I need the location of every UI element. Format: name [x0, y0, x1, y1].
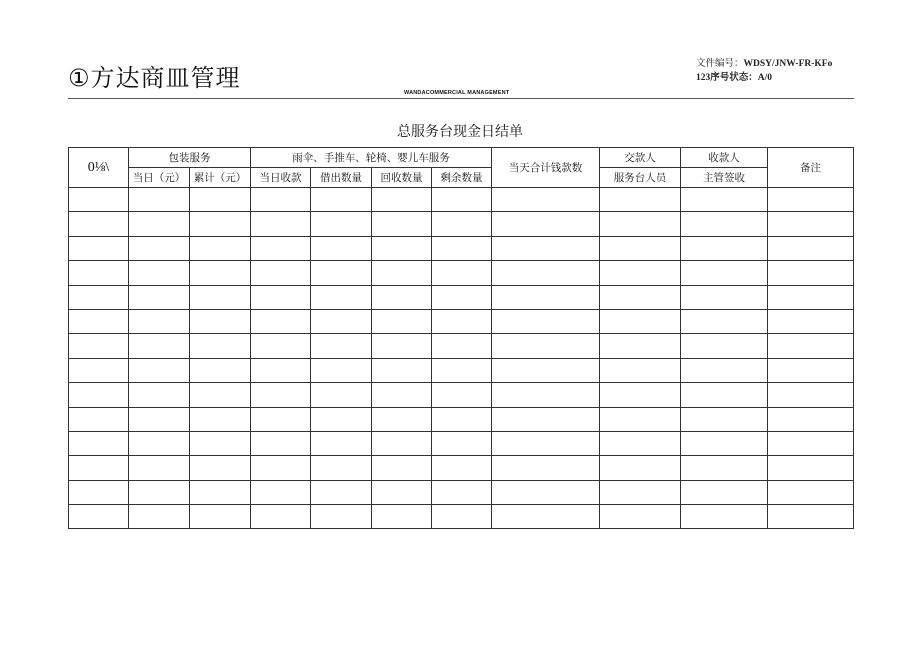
company-english-name: WANDACOMMERCIAL MANAGEMENT	[404, 90, 510, 96]
entry-cell[interactable]	[190, 309, 251, 333]
cash-settlement-table	[68, 147, 854, 529]
company-logo: ①方达商皿管理	[68, 64, 241, 92]
entry-cell[interactable]	[681, 188, 768, 212]
col-pack-total: 累计（元）	[190, 168, 251, 188]
table-row	[69, 309, 854, 333]
entry-cell[interactable]	[432, 358, 492, 382]
entry-cell[interactable]	[251, 505, 311, 529]
entry-cell[interactable]	[190, 285, 251, 309]
entry-cell[interactable]	[600, 261, 681, 285]
entry-cell[interactable]	[251, 358, 311, 382]
entry-cell[interactable]	[432, 407, 492, 431]
entry-cell[interactable]	[492, 236, 600, 260]
entry-cell[interactable]	[768, 285, 854, 309]
entry-cell[interactable]	[600, 480, 681, 504]
entry-cell[interactable]	[492, 407, 600, 431]
entry-cell[interactable]	[681, 480, 768, 504]
entry-cell[interactable]	[69, 236, 129, 260]
entry-cell[interactable]	[69, 383, 129, 407]
entry-cell[interactable]	[372, 309, 432, 333]
entry-cell[interactable]	[600, 309, 681, 333]
entry-cell[interactable]	[372, 505, 432, 529]
entry-cell[interactable]	[129, 383, 190, 407]
table-row	[69, 456, 854, 480]
entry-cell[interactable]	[311, 505, 372, 529]
entry-cell[interactable]	[251, 383, 311, 407]
entry-cell[interactable]	[129, 456, 190, 480]
entry-cell[interactable]	[432, 505, 492, 529]
col-pack-service: 包装服务	[129, 148, 251, 168]
entry-cell[interactable]	[372, 480, 432, 504]
entry-cell[interactable]	[768, 188, 854, 212]
entry-cell[interactable]	[251, 334, 311, 358]
revision-value: A/0	[757, 73, 773, 83]
entry-cell[interactable]	[492, 358, 600, 382]
entry-cell[interactable]	[190, 334, 251, 358]
entry-cell[interactable]	[372, 285, 432, 309]
entry-cell[interactable]	[190, 383, 251, 407]
revision-label: 123序号状态：	[696, 73, 758, 83]
entry-cell[interactable]	[432, 261, 492, 285]
entry-cell[interactable]	[432, 212, 492, 236]
entry-cell[interactable]	[190, 188, 251, 212]
entry-cell[interactable]	[69, 431, 129, 455]
entry-cell[interactable]	[600, 285, 681, 309]
mark-text: 0⅛\	[87, 159, 110, 175]
entry-cell[interactable]	[600, 505, 681, 529]
col-receiver: 收款人	[681, 148, 768, 168]
entry-cell[interactable]	[432, 309, 492, 333]
entry-cell[interactable]	[768, 480, 854, 504]
entry-cell[interactable]	[129, 236, 190, 260]
entry-cell[interactable]	[251, 212, 311, 236]
header-row-top	[69, 148, 854, 168]
entry-cell[interactable]	[190, 236, 251, 260]
col-remarks: 备注	[768, 148, 854, 188]
entry-cell[interactable]	[432, 383, 492, 407]
file-number	[696, 57, 832, 71]
entry-cell[interactable]	[768, 407, 854, 431]
entry-cell[interactable]	[372, 188, 432, 212]
entry-cell[interactable]	[681, 505, 768, 529]
header-row-bottom	[69, 168, 854, 188]
header-divider	[68, 98, 854, 99]
entry-cell[interactable]	[681, 334, 768, 358]
entry-cell[interactable]	[129, 480, 190, 504]
entry-cell[interactable]	[129, 358, 190, 382]
entry-cell[interactable]	[372, 407, 432, 431]
entry-cell[interactable]	[311, 236, 372, 260]
entry-cell[interactable]	[492, 285, 600, 309]
entry-cell[interactable]	[190, 261, 251, 285]
entry-cell[interactable]	[681, 383, 768, 407]
entry-cell[interactable]	[69, 261, 129, 285]
document-meta	[696, 57, 832, 85]
entry-cell[interactable]	[372, 334, 432, 358]
table-row	[69, 236, 854, 260]
entry-cell[interactable]	[372, 261, 432, 285]
entry-cell[interactable]	[311, 334, 372, 358]
entry-cell[interactable]	[69, 480, 129, 504]
entry-cell[interactable]	[190, 505, 251, 529]
entry-cell[interactable]	[768, 309, 854, 333]
entry-cell[interactable]	[492, 431, 600, 455]
entry-cell[interactable]	[311, 285, 372, 309]
entry-cell[interactable]	[432, 431, 492, 455]
entry-cell[interactable]	[190, 212, 251, 236]
entry-cell[interactable]	[768, 358, 854, 382]
entry-cell[interactable]	[311, 212, 372, 236]
col-rental-service: 雨伞、手推车、轮椅、婴儿车服务	[251, 148, 492, 168]
entry-cell[interactable]	[69, 407, 129, 431]
entry-cell[interactable]	[251, 309, 311, 333]
entry-cell[interactable]	[69, 188, 129, 212]
entry-cell[interactable]	[681, 358, 768, 382]
entry-cell[interactable]	[372, 236, 432, 260]
col-receiver-sub: 主管签收	[681, 168, 768, 188]
col-day-total: 当天合计钱款数	[492, 148, 600, 188]
entry-cell[interactable]	[129, 334, 190, 358]
entry-cell[interactable]	[129, 431, 190, 455]
entry-cell[interactable]	[372, 212, 432, 236]
entry-cell[interactable]	[311, 309, 372, 333]
entry-cell[interactable]	[600, 188, 681, 212]
entry-cell[interactable]	[492, 480, 600, 504]
table-row	[69, 480, 854, 504]
col-payer: 交款人	[600, 148, 681, 168]
table-row	[69, 285, 854, 309]
col-rental-remaining: 剩余数量	[432, 168, 492, 188]
entry-cell[interactable]	[190, 431, 251, 455]
entry-cell[interactable]	[69, 309, 129, 333]
entry-cell[interactable]	[768, 334, 854, 358]
entry-cell[interactable]	[372, 431, 432, 455]
entry-cell[interactable]	[681, 407, 768, 431]
table-row	[69, 383, 854, 407]
entry-cell[interactable]	[492, 188, 600, 212]
entry-cell[interactable]	[681, 456, 768, 480]
entry-cell[interactable]	[768, 505, 854, 529]
entry-cell[interactable]	[129, 309, 190, 333]
entry-cell[interactable]	[768, 431, 854, 455]
entry-cell[interactable]	[681, 212, 768, 236]
entry-cell[interactable]	[129, 505, 190, 529]
entry-cell[interactable]	[600, 431, 681, 455]
entry-cell[interactable]	[600, 383, 681, 407]
entry-cell[interactable]	[681, 285, 768, 309]
entry-cell[interactable]	[768, 212, 854, 236]
entry-cell[interactable]	[69, 456, 129, 480]
col-rental-today: 当日收款	[251, 168, 311, 188]
entry-cell[interactable]	[681, 236, 768, 260]
entry-cell[interactable]	[600, 236, 681, 260]
entry-cell[interactable]	[251, 261, 311, 285]
mark-cell	[69, 148, 129, 188]
entry-cell[interactable]	[492, 505, 600, 529]
form-title: 总服务台现金日结单	[397, 124, 523, 140]
entry-cell[interactable]	[600, 358, 681, 382]
entry-cell[interactable]	[492, 261, 600, 285]
entry-cell[interactable]	[768, 383, 854, 407]
entry-cell[interactable]	[69, 505, 129, 529]
entry-cell[interactable]	[600, 334, 681, 358]
entry-cell[interactable]	[69, 285, 129, 309]
table-row	[69, 407, 854, 431]
entry-cell[interactable]	[372, 383, 432, 407]
entry-cell[interactable]	[251, 236, 311, 260]
entry-cell[interactable]	[129, 212, 190, 236]
entry-cell[interactable]	[768, 261, 854, 285]
col-rental-borrowed: 借出数量	[311, 168, 372, 188]
col-pack-today: 当日（元）	[129, 168, 190, 188]
file-number-value: WDSY/JNW-FR-KFo	[743, 59, 833, 69]
entry-cell[interactable]	[311, 358, 372, 382]
entry-cell[interactable]	[681, 309, 768, 333]
entry-cell[interactable]	[311, 480, 372, 504]
table-row	[69, 358, 854, 382]
table-row	[69, 188, 854, 212]
entry-cell[interactable]	[432, 236, 492, 260]
entry-cell[interactable]	[372, 456, 432, 480]
entry-cell[interactable]	[129, 188, 190, 212]
entry-cell[interactable]	[251, 431, 311, 455]
entry-cell[interactable]	[69, 358, 129, 382]
col-rental-returned: 回收数量	[372, 168, 432, 188]
entry-cell[interactable]	[492, 334, 600, 358]
entry-cell[interactable]	[129, 407, 190, 431]
entry-cell[interactable]	[600, 456, 681, 480]
entry-cell[interactable]	[311, 261, 372, 285]
entry-cell[interactable]	[768, 236, 854, 260]
entry-cell[interactable]	[251, 456, 311, 480]
entry-cell[interactable]	[600, 212, 681, 236]
entry-cell[interactable]	[190, 456, 251, 480]
col-payer-sub: 服务台人员	[600, 168, 681, 188]
entry-cell[interactable]	[251, 285, 311, 309]
entry-cell[interactable]	[492, 383, 600, 407]
entry-cell[interactable]	[190, 358, 251, 382]
entry-cell[interactable]	[432, 188, 492, 212]
entry-cell[interactable]	[311, 431, 372, 455]
entry-cell[interactable]	[432, 285, 492, 309]
entry-cell[interactable]	[492, 212, 600, 236]
table-row	[69, 505, 854, 529]
entry-cell[interactable]	[311, 188, 372, 212]
entry-cell[interactable]	[492, 309, 600, 333]
entry-cell[interactable]	[69, 334, 129, 358]
entry-cell[interactable]	[372, 358, 432, 382]
entry-cell[interactable]	[600, 407, 681, 431]
file-number-label: 文件编号：	[696, 59, 744, 69]
entry-cell[interactable]	[492, 456, 600, 480]
entry-cell[interactable]	[129, 285, 190, 309]
table-row	[69, 334, 854, 358]
table-row	[69, 212, 854, 236]
entry-cell[interactable]	[251, 480, 311, 504]
entry-cell[interactable]	[311, 383, 372, 407]
entry-cell[interactable]	[311, 407, 372, 431]
table-row	[69, 261, 854, 285]
entry-cell[interactable]	[129, 261, 190, 285]
entry-cell[interactable]	[432, 480, 492, 504]
entry-cell[interactable]	[251, 188, 311, 212]
revision-status	[696, 71, 832, 85]
entry-cell[interactable]	[768, 456, 854, 480]
entry-cell[interactable]	[432, 334, 492, 358]
entry-cell[interactable]	[681, 431, 768, 455]
entry-cell[interactable]	[681, 261, 768, 285]
entry-cell[interactable]	[251, 407, 311, 431]
entry-cell[interactable]	[311, 456, 372, 480]
entry-cell[interactable]	[432, 456, 492, 480]
entry-cell[interactable]	[190, 407, 251, 431]
table-row	[69, 431, 854, 455]
entry-cell[interactable]	[69, 212, 129, 236]
entry-cell[interactable]	[190, 480, 251, 504]
